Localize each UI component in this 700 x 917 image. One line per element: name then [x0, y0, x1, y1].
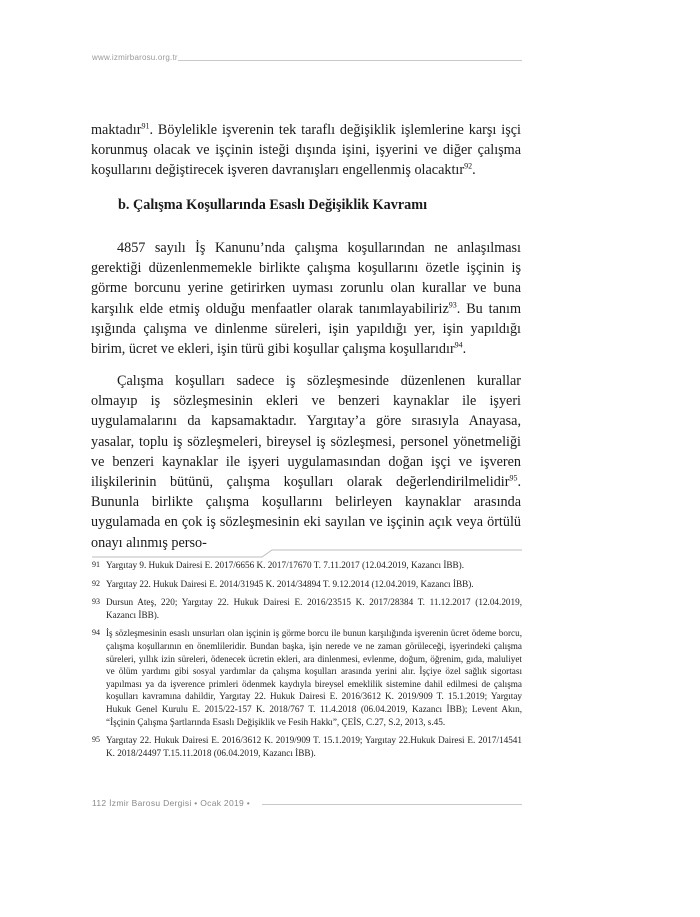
footnote-number: 92	[92, 578, 100, 588]
footnote-text: Yargıtay 22. Hukuk Dairesi E. 2016/3612 K. 2019/909 T. 15.1.2019; Yargıtay 22.Hukuk Dairesi E. 2017/14541 K. 2018/24497 T.15.11.2018 (06.04.2019, Kazancı İBB).	[106, 735, 522, 758]
footnote-ref-94[interactable]: 94	[454, 340, 463, 350]
footnotes	[92, 559, 522, 765]
footnote-text: Yargıtay 9. Hukuk Dairesi E. 2017/6656 K. 2017/17670 T. 7.11.2017 (12.04.2019, Kazancı İBB).	[106, 560, 465, 570]
paragraph-3	[91, 371, 521, 553]
footnote-ref-92[interactable]: 92	[464, 161, 473, 171]
footnote-number: 94	[92, 628, 100, 638]
footnote-ref-91[interactable]: 91	[141, 121, 150, 131]
paragraph-2-text-c: .	[462, 341, 467, 358]
paragraph-1-text-c: .	[472, 162, 476, 179]
paragraph-3-text-b: . Bununla birlikte çalışma koşullarını belirleyen kaynaklar arasında uygulamada en çok iş sözleşmesinin eki sayılan ve işçinin açık veya örtülü onayı alınmış perso-	[91, 474, 521, 551]
footnote-separator	[92, 549, 522, 559]
paragraph-1-text-b: . Böylelikle işverenin tek taraflı değişiklik işlemlerine karşı işçi korunmuş olacak ve işçinin isteği dışında işini, işyerini ve diğer çalışma koşullarını değiştirecek işveren davranışları engellenmiş olacaktır	[91, 122, 521, 179]
footer-rule	[262, 804, 522, 805]
footnote-92	[92, 578, 522, 591]
footnote-text: Yargıtay 22. Hukuk Dairesi E. 2014/31945 K. 2014/34894 T. 9.12.2014 (12.04.2019, Kazancı İBB).	[106, 578, 474, 589]
footnote-ref-95[interactable]: 95	[509, 473, 518, 483]
footnote-number: 95	[92, 735, 100, 745]
footnote-number: 91	[92, 560, 100, 569]
paragraph-3-text-a: Çalışma koşulları sadece iş sözleşmesinde düzenlenen kurallar olmayıp iş sözleşmesinin ekleri ve benzeri kaynaklar ile işyeri uygulamalarını da kapsamaktadır. Yargıtay’a göre sırasıyla Anayasa, yasalar, toplu iş sözleşmeleri, bireysel iş sözleşmesi, personel yönetmeliği ve benzeri kaynaklar ile işyeri uygulamasından doğan işçi ve işveren ilişkilerinin bütünü, çalışma koşulları olarak değerlendirilmelidir	[91, 373, 521, 491]
footnote-text: İş sözleşmesinin esaslı unsurları olan işçinin iş görme borcu ile bunun karşılığında işverenin ücret ödeme borcu, çalışma koşullarının en önemlileridir. Bundan başka, işin nerede ve ne zaman görüleceği, işyerindeki çalışma süreleri, yıllık izin süreleri, ödenecek ücretin ekleri, ara dinlenmesi, evlenme, doğum, öğrenim, gıda, maluliyet ve ölüm yardımı gibi sosyal yardımlar da çalışma koşulları arasında yerini alır. İşçiye özel sağlık sigortası yapılması ya da işverence primleri ödenmek kaydıyla bireysel emeklilik sistemine dahil edilmesi de çalışma koşulları kavramına dahildir, Yargıtay 22. Hukuk Dairesi E. 2016/3612 K. 2019/909 T. 15.1.2019; Yargıtay Hukuk Genel Kurulu E. 2015/22-157 K. 2018/767 T. 11.4.2018 (06.04.2019, Kazancı İBB); Levent Akın, “İşçinin Çalışma Şartlarında Esaslı Değişiklik ve Fesih Hakkı”, ÇEİS, C.27, S.2, 2013, s.45.	[106, 628, 522, 727]
footnote-number: 93	[92, 597, 100, 607]
paragraph-2	[91, 238, 521, 359]
header-url: www.izmirbarosu.org.tr	[92, 53, 178, 62]
page-footer: 112 İzmir Barosu Dergisi • Ocak 2019 •	[92, 798, 250, 808]
footnote-95	[92, 734, 522, 759]
paragraph-2-text-a: 4857 sayılı İş Kanunu’nda çalışma koşullarından ne anlaşılması gerektiği düzenlenmemekle birlikte çalışma koşullarını özetle işçinin iş görme borcunu yerine getirirken uyması zorunlu olan kurallar ve buna karşılık elde etmiş olduğu menfaatler olarak tanımlayabiliriz	[91, 240, 521, 317]
header-rule	[178, 60, 522, 61]
footnote-93	[92, 596, 522, 621]
footnote-text: Dursun Ateş, 220; Yargıtay 22. Hukuk Dairesi E. 2016/23515 K. 2017/28384 T. 11.12.2017 (12.04.2019, Kazancı İBB).	[106, 597, 522, 620]
footnote-ref-93[interactable]: 93	[448, 299, 457, 309]
footnote-91	[92, 559, 522, 572]
paragraph-1-text-a: maktadır	[91, 122, 142, 138]
footnote-94	[92, 627, 522, 728]
section-heading: b. Çalışma Koşullarında Esaslı Değişiklik Kavramı	[118, 197, 428, 213]
paragraph-1	[91, 120, 521, 181]
paragraph-2-text-b: . Bu tanım ışığında çalışma ve dinlenme süreleri, işin yapıldığı yer, işin yapıldığı birim, ücret ve ekleri, işin türü gibi koşullar çalışma koşullarıdır	[91, 300, 521, 358]
